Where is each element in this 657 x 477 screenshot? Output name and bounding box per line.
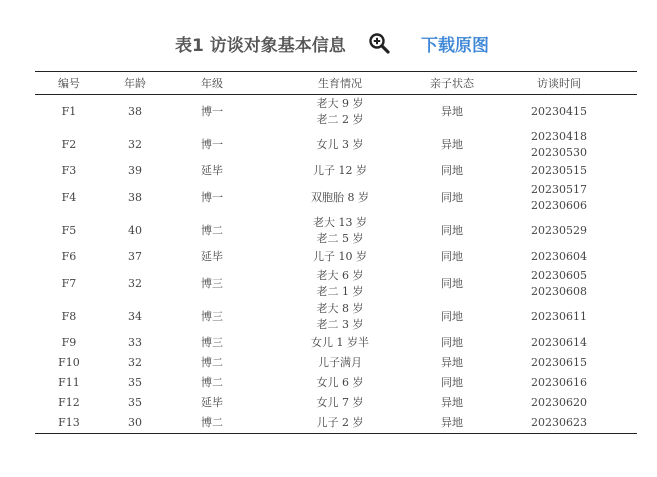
cell-birth-line: 老二 5 岁 <box>316 231 364 245</box>
cell-id: F13 <box>58 416 80 429</box>
cell-dates-line: 20230623 <box>531 416 587 429</box>
cell-dates-line: 20230415 <box>531 104 587 118</box>
cell-age: 32 <box>128 356 142 369</box>
cell-id: F1 <box>61 104 77 118</box>
column-header: 年级 <box>201 77 223 90</box>
table-row <box>35 181 637 214</box>
cell-age: 40 <box>128 223 142 237</box>
cell-birth <box>257 413 423 434</box>
cell-birth-line: 双胞胎 8 岁 <box>311 190 369 204</box>
cell-birth <box>257 181 423 214</box>
zoom-in-icon[interactable] <box>367 31 391 55</box>
cell-birth-line: 女儿 6 岁 <box>316 376 364 389</box>
cell-age: 32 <box>128 137 142 151</box>
table-title: 表1 访谈对象基本信息 <box>175 36 346 56</box>
column-header: 生育情况 <box>318 77 362 90</box>
table-row <box>35 353 637 373</box>
cell-grade: 博三 <box>201 336 223 349</box>
cell-birth-line: 老大 9 岁 <box>316 96 364 110</box>
cell-dates <box>481 181 637 214</box>
cell-birth-line: 儿子 2 岁 <box>316 416 364 429</box>
cell-id: F6 <box>61 250 77 263</box>
cell-dates <box>481 267 637 300</box>
cell-dates-line: 20230615 <box>531 356 587 369</box>
cell-birth-line: 老二 1 岁 <box>316 284 364 298</box>
cell-id: F2 <box>61 137 77 151</box>
cell-age: 35 <box>128 376 142 389</box>
cell-dates-line: 20230616 <box>531 376 587 389</box>
cell-age: 32 <box>128 276 142 290</box>
cell-grade: 延毕 <box>201 250 223 263</box>
cell-dates <box>481 128 637 161</box>
cell-grade: 博三 <box>201 309 223 323</box>
cell-id: F12 <box>58 396 80 409</box>
cell-status: 同地 <box>441 376 463 389</box>
cell-birth-line: 女儿 3 岁 <box>316 137 364 151</box>
cell-birth <box>257 373 423 393</box>
cell-status: 同地 <box>441 223 463 237</box>
cell-age: 35 <box>128 396 142 409</box>
cell-age: 37 <box>128 250 142 263</box>
cell-dates-line: 20230614 <box>531 336 587 349</box>
cell-status: 异地 <box>441 356 463 369</box>
cell-grade: 博二 <box>201 223 223 237</box>
cell-dates-line: 20230418 <box>531 129 587 143</box>
cell-dates <box>481 333 637 353</box>
cell-status: 异地 <box>441 416 463 429</box>
column-header: 访谈时间 <box>537 77 581 90</box>
cell-status: 异地 <box>441 396 463 409</box>
cell-grade: 延毕 <box>201 164 223 177</box>
cell-birth-line: 女儿 7 岁 <box>316 396 364 409</box>
cell-dates-line: 20230517 <box>531 182 587 196</box>
cell-dates-line: 20230608 <box>531 284 587 298</box>
cell-dates <box>481 413 637 434</box>
cell-birth-line: 老二 3 岁 <box>316 317 364 331</box>
table-head-row <box>35 72 637 95</box>
cell-birth-line: 儿子满月 <box>318 356 362 369</box>
cell-age: 38 <box>128 190 142 204</box>
cell-status: 同地 <box>441 250 463 263</box>
cell-dates-line: 20230620 <box>531 396 587 409</box>
column-header: 编号 <box>58 77 80 90</box>
cell-dates-line: 20230611 <box>531 309 587 323</box>
cell-status: 异地 <box>441 137 463 151</box>
cell-grade: 延毕 <box>201 396 223 409</box>
cell-status: 同地 <box>441 190 463 204</box>
table-row <box>35 214 637 247</box>
cell-age: 38 <box>128 104 142 118</box>
cell-birth <box>257 267 423 300</box>
cell-grade: 博二 <box>201 376 223 389</box>
cell-birth-line: 儿子 10 岁 <box>313 250 367 263</box>
table-row <box>35 128 637 161</box>
cell-dates <box>481 353 637 373</box>
table-row <box>35 161 637 181</box>
table-body <box>35 95 637 434</box>
table-row <box>35 95 637 129</box>
cell-id: F10 <box>58 356 80 369</box>
cell-status: 同地 <box>441 164 463 177</box>
cell-dates <box>481 300 637 333</box>
column-header: 亲子状态 <box>430 77 474 90</box>
cell-grade: 博二 <box>201 356 223 369</box>
cell-age: 34 <box>128 309 142 323</box>
table-row <box>35 393 637 413</box>
cell-age: 39 <box>128 164 142 177</box>
cell-birth <box>257 95 423 129</box>
cell-grade: 博二 <box>201 416 223 429</box>
table-row <box>35 333 637 353</box>
cell-status: 同地 <box>441 336 463 349</box>
table-row <box>35 267 637 300</box>
cell-status: 同地 <box>441 309 463 323</box>
cell-grade: 博一 <box>201 137 223 151</box>
info-table <box>35 71 637 434</box>
table-header <box>0 28 657 58</box>
cell-birth <box>257 353 423 373</box>
cell-id: F5 <box>61 223 77 237</box>
cell-id: F9 <box>61 336 77 349</box>
cell-birth-line: 老大 13 岁 <box>313 215 367 229</box>
cell-id: F8 <box>61 309 77 323</box>
cell-birth <box>257 161 423 181</box>
cell-birth <box>257 300 423 333</box>
cell-birth <box>257 393 423 413</box>
cell-grade: 博一 <box>201 190 223 204</box>
cell-dates <box>481 161 637 181</box>
cell-status: 异地 <box>441 104 463 118</box>
table-row <box>35 247 637 267</box>
table-row <box>35 413 637 434</box>
cell-age: 33 <box>128 336 142 349</box>
column-header: 年龄 <box>124 77 146 90</box>
cell-dates-line: 20230605 <box>531 268 587 282</box>
cell-dates-line: 20230606 <box>531 198 587 212</box>
cell-dates <box>481 214 637 247</box>
cell-id: F4 <box>61 190 77 204</box>
cell-birth-line: 女儿 1 岁半 <box>311 336 369 349</box>
cell-dates <box>481 247 637 267</box>
cell-dates <box>481 373 637 393</box>
cell-birth-line: 老大 6 岁 <box>316 268 364 282</box>
cell-dates-line: 20230515 <box>531 164 587 177</box>
cell-birth-line: 儿子 12 岁 <box>313 164 367 177</box>
cell-id: F11 <box>58 376 80 389</box>
cell-birth-line: 老大 8 岁 <box>316 301 364 315</box>
cell-dates-line: 20230604 <box>531 250 587 263</box>
download-original-link[interactable]: 下载原图 <box>421 36 489 56</box>
cell-id: F3 <box>61 164 77 177</box>
cell-id: F7 <box>61 276 77 290</box>
cell-birth <box>257 247 423 267</box>
cell-birth-line: 老二 2 岁 <box>316 112 364 126</box>
cell-grade: 博三 <box>201 276 223 290</box>
table-row <box>35 300 637 333</box>
cell-age: 30 <box>128 416 142 429</box>
cell-dates <box>481 393 637 413</box>
cell-birth <box>257 128 423 161</box>
cell-grade: 博一 <box>201 104 223 118</box>
cell-dates-line: 20230529 <box>531 223 587 237</box>
cell-status: 同地 <box>441 276 463 290</box>
cell-dates-line: 20230530 <box>531 145 587 159</box>
cell-birth <box>257 214 423 247</box>
cell-dates <box>481 95 637 129</box>
table-row <box>35 373 637 393</box>
cell-birth <box>257 333 423 353</box>
